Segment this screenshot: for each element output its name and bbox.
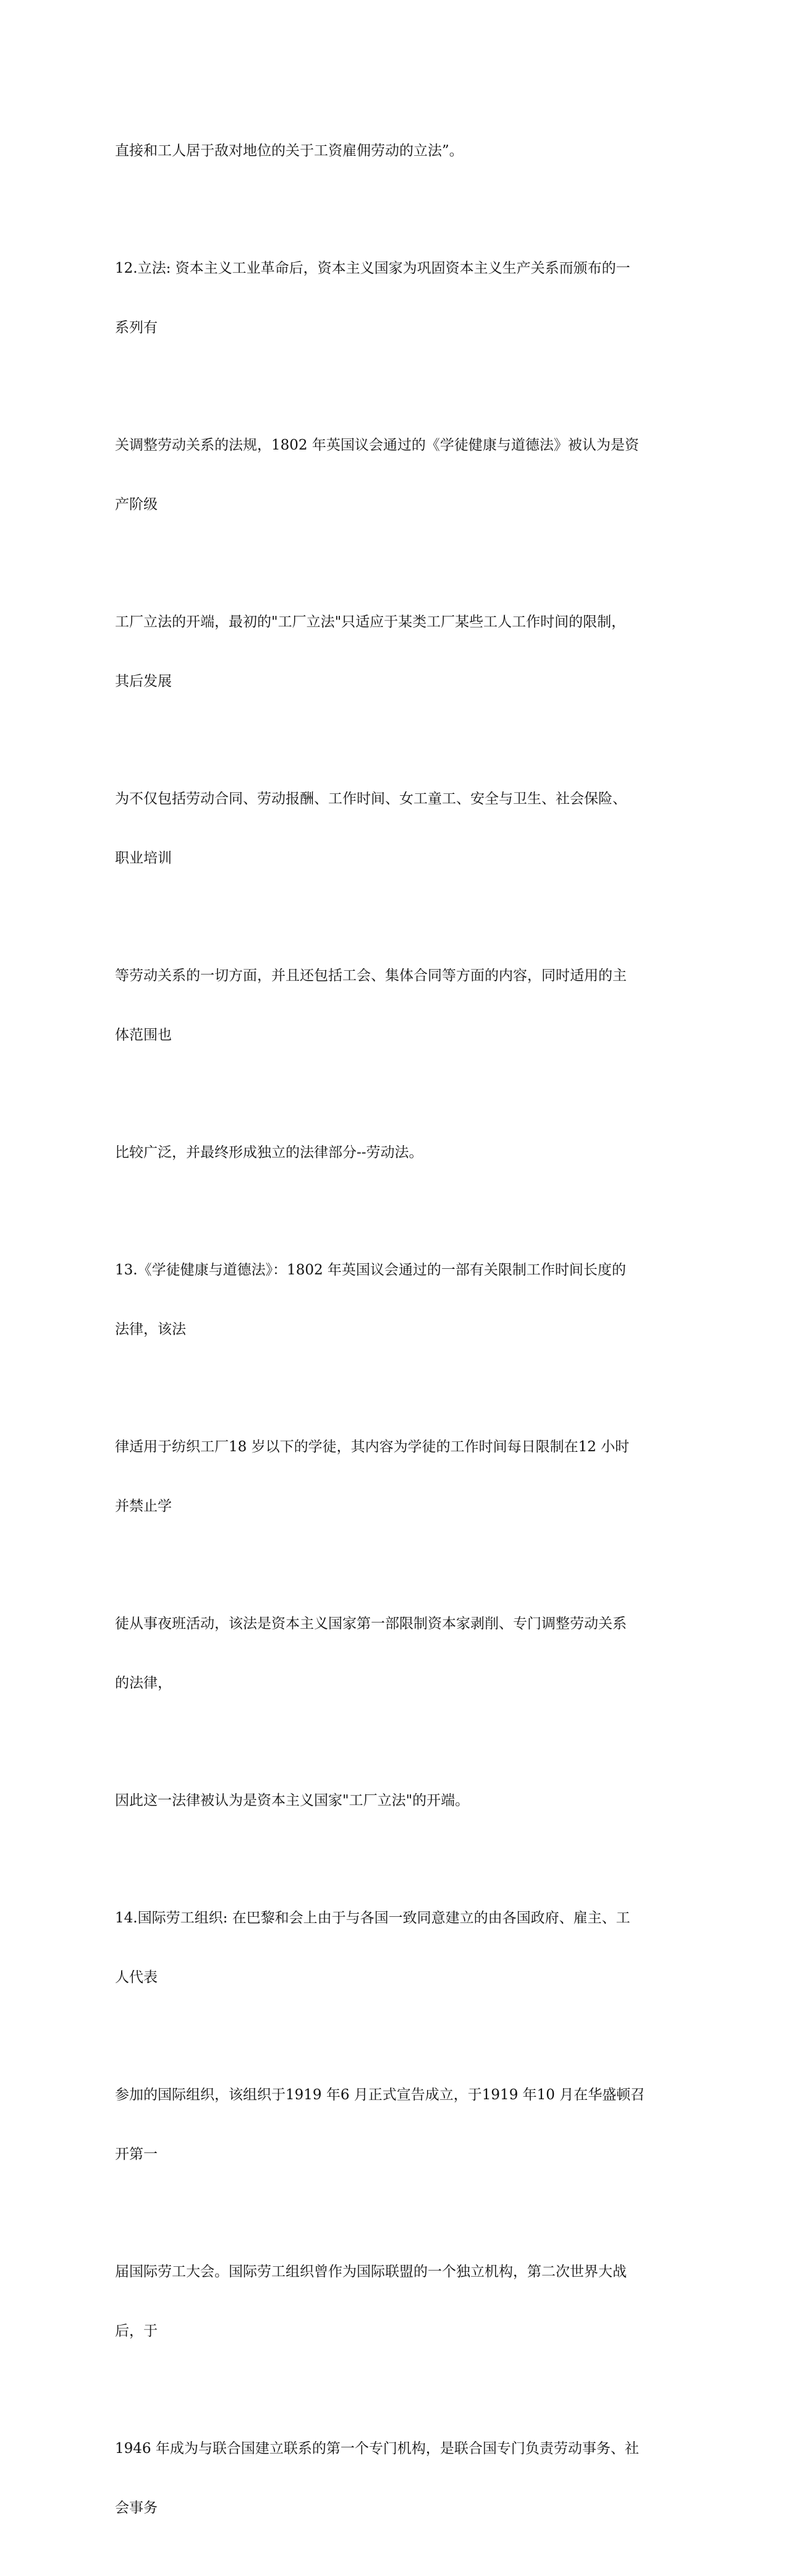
paragraph [115,926,674,1085]
text-line: 系列有 [115,320,158,336]
paragraph [115,1221,674,1379]
paragraph [115,573,674,731]
text-line: 因此这一法律被认为是资本主义国家"工厂立法"的开端。 [115,1793,470,1809]
text-line: 等劳动关系的一切方面，并且还包括工会、集体合同等方面的内容，同时适用的主 [115,968,627,984]
paragraph [115,396,674,554]
text-line: 届国际劳工大会。国际劳工组织曾作为国际联盟的一个独立机构，第二次世界大战 [115,2264,627,2280]
paragraph [115,1574,674,1733]
text-line: 体范围也 [115,1027,172,1043]
paragraph [115,1103,674,1202]
text-line: 13.《学徒健康与道德法》：1802 年英国议会通过的一部有关限制工作时间长度的 [115,1262,626,1278]
text-line: 并禁止学 [115,1498,172,1514]
paragraph [115,1869,674,2027]
text-line: 工厂立法的开端，最初的"工厂立法"只适应于某类工厂某些工人工作时间的限制， [115,614,626,630]
document-body [115,101,674,2576]
paragraph [115,1397,674,1556]
paragraph [115,1751,674,1850]
text-line: 的法律， [115,1675,172,1691]
text-line: 14.国际劳工组织: 在巴黎和会上由于与各国一致同意建立的由各国政府、雇主、工 [115,1910,630,1926]
text-line: 为不仅包括劳动合同、劳动报酬、工作时间、女工童工、安全与卫生、社会保险、 [115,791,627,807]
text-line: 后，于 [115,2323,158,2339]
text-line: 直接和工人居于敌对地位的关于工资雇佣劳动的立法”。 [115,143,464,159]
text-line: 比较广泛，并最终形成独立的法律部分--劳动法。 [115,1145,423,1161]
text-line: 关调整劳动关系的法规，1802 年英国议会通过的《学徒健康与道德法》被认为是资 [115,437,639,453]
text-line: 徒从事夜班活动，该法是资本主义国家第一部限制资本家剥削、专门调整劳动关系 [115,1616,627,1632]
paragraph [115,2045,674,2204]
text-line: 其后发展 [115,673,172,689]
text-line: 律适用于纺织工厂18 岁以下的学徒，其内容为学徒的工作时间每日限制在12 小时 [115,1439,630,1455]
text-line: 人代表 [115,1969,158,1985]
paragraph [115,749,674,908]
paragraph [115,101,674,200]
text-line: 会事务 [115,2500,158,2516]
text-line: 开第一 [115,2146,158,2162]
text-line: 职业培训 [115,850,172,866]
text-line: 产阶级 [115,497,158,513]
text-line: 法律，该法 [115,1321,186,1337]
paragraph [115,2222,674,2381]
paragraph [115,219,674,377]
text-line: 12.立法: 资本主义工业革命后，资本主义国家为巩固资本主义生产关系而颁布的一 [115,260,630,276]
paragraph [115,2399,674,2557]
text-line: 1946 年成为与联合国建立联系的第一个专门机构，是联合国专门负责劳动事务、社 [115,2441,639,2457]
text-line: 参加的国际组织，该组织于1919 年6 月正式宣告成立，于1919 年10 月在华盛顿召 [115,2087,645,2103]
